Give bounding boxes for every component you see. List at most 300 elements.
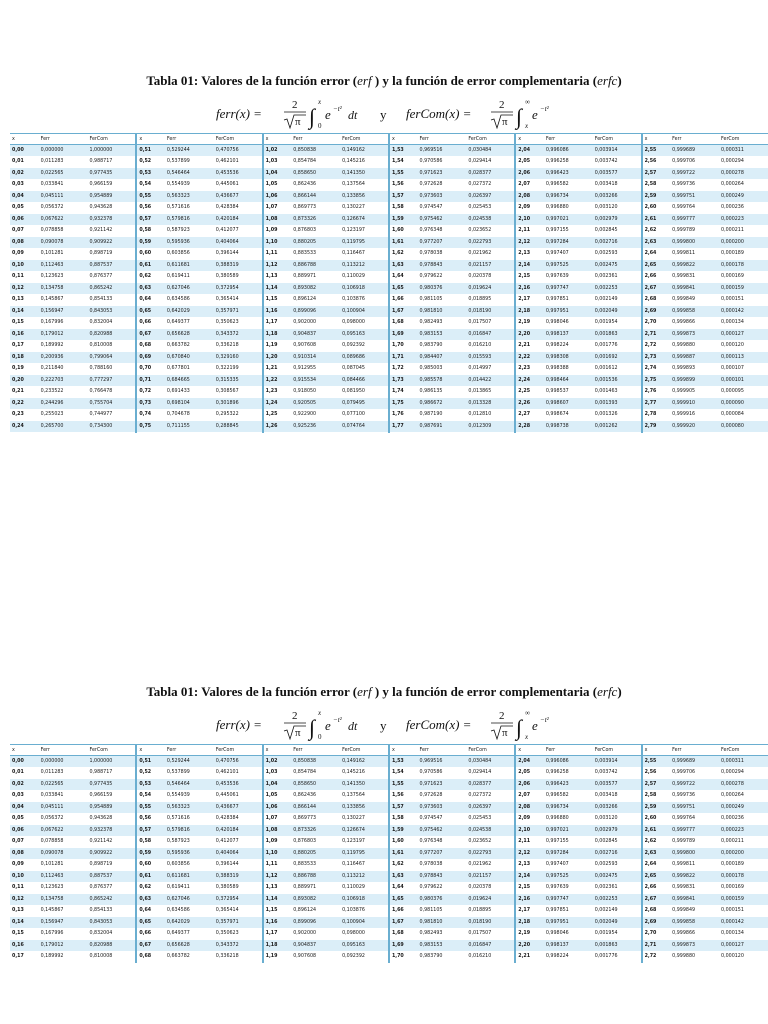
- x-cell: 0,56: [136, 202, 165, 214]
- fercom-cell: 0,000113: [719, 352, 768, 364]
- x-cell: 1,69: [389, 329, 418, 341]
- x-cell: 1,05: [263, 790, 292, 802]
- ferr-cell: 0,978038: [418, 859, 467, 871]
- ferr-cell: 0,997155: [544, 225, 593, 237]
- x-cell: 1,61: [389, 848, 418, 860]
- fercom-cell: 0,909922: [87, 848, 136, 860]
- ferr-cell: 0,634586: [165, 905, 214, 917]
- fercom-cell: 0,000142: [719, 917, 768, 929]
- x-cell: 1,58: [389, 813, 418, 825]
- x-cell: 0,55: [136, 191, 165, 203]
- x-cell: 1,77: [389, 421, 418, 433]
- x-cell: 1,75: [389, 398, 418, 410]
- fercom-cell: 0,380589: [214, 882, 263, 894]
- x-cell: 2,04: [515, 756, 544, 768]
- x-cell: 0,08: [10, 237, 39, 249]
- x-cell: 0,70: [136, 363, 165, 375]
- fercom-cell: 0,000159: [719, 283, 768, 295]
- x-cell: 1,11: [263, 859, 292, 871]
- ferr-cell: 0,999905: [670, 386, 719, 398]
- fercom-cell: 0,100904: [340, 917, 389, 929]
- column-header: Ferr: [418, 745, 467, 756]
- fercom-cell: 0,001954: [593, 317, 642, 329]
- fercom-cell: 0,000142: [719, 306, 768, 318]
- x-cell: 1,19: [263, 340, 292, 352]
- fercom-cell: 0,020378: [466, 271, 515, 283]
- fercom-cell: 0,012810: [466, 409, 515, 421]
- fercom-cell: 0,000294: [719, 767, 768, 779]
- ferr-cell: 0,997407: [544, 248, 593, 260]
- fercom-cell: 0,428384: [214, 813, 263, 825]
- fercom-cell: 0,001692: [593, 352, 642, 364]
- x-cell: 1,09: [263, 225, 292, 237]
- ferr-cell: 0,996880: [544, 202, 593, 214]
- fercom-cell: 0,921142: [87, 836, 136, 848]
- fercom-cell: 0,000090: [719, 398, 768, 410]
- svg-text:0: 0: [318, 122, 322, 130]
- x-cell: 0,73: [136, 398, 165, 410]
- fercom-cell: 0,000311: [719, 145, 768, 157]
- fercom-cell: 0,977435: [87, 168, 136, 180]
- x-cell: 0,01: [10, 156, 39, 168]
- fercom-cell: 0,365414: [214, 294, 263, 306]
- ferr-cell: 0,663782: [165, 951, 214, 963]
- fercom-cell: 0,116467: [340, 248, 389, 260]
- x-cell: 2,77: [642, 398, 671, 410]
- ferr-cell: 0,999777: [670, 214, 719, 226]
- ferr-cell: 0,997851: [544, 294, 593, 306]
- fercom-cell: 0,932378: [87, 825, 136, 837]
- table-row: [10, 779, 768, 791]
- ferr-cell: 0,112463: [39, 871, 88, 883]
- fercom-cell: 0,002845: [593, 225, 642, 237]
- fercom-cell: 0,350623: [214, 928, 263, 940]
- fercom-cell: 1,000000: [87, 756, 136, 768]
- x-cell: 2,70: [642, 317, 671, 329]
- fercom-cell: 0,380589: [214, 271, 263, 283]
- x-cell: 0,60: [136, 859, 165, 871]
- x-cell: 0,15: [10, 317, 39, 329]
- ferr-cell: 0,996582: [544, 790, 593, 802]
- x-cell: 1,12: [263, 871, 292, 883]
- table-row: [10, 283, 768, 295]
- x-cell: 1,11: [263, 248, 292, 260]
- fercom-cell: 0,820988: [87, 329, 136, 341]
- x-cell: 0,19: [10, 363, 39, 375]
- x-cell: 2,79: [642, 421, 671, 433]
- x-cell: 0,52: [136, 156, 165, 168]
- ferr-cell: 0,996258: [544, 156, 593, 168]
- ferr-cell: 0,546464: [165, 779, 214, 791]
- ferr-cell: 0,999841: [670, 283, 719, 295]
- ferr-cell: 0,999916: [670, 409, 719, 421]
- fercom-cell: 0,832004: [87, 317, 136, 329]
- ferr-cell: 0,595936: [165, 237, 214, 249]
- x-cell: 2,67: [642, 894, 671, 906]
- x-cell: 2,23: [515, 363, 544, 375]
- ferr-cell: 0,971623: [418, 779, 467, 791]
- x-cell: 0,02: [10, 779, 39, 791]
- ferr-cell: 0,999866: [670, 928, 719, 940]
- x-cell: 0,15: [10, 928, 39, 940]
- column-header: Ferr: [165, 134, 214, 145]
- x-cell: 2,09: [515, 202, 544, 214]
- fercom-cell: 0,000107: [719, 363, 768, 375]
- ferr-cell: 0,999736: [670, 179, 719, 191]
- svg-text:x: x: [318, 709, 322, 717]
- ferr-cell: 0,611681: [165, 871, 214, 883]
- column-header: Ferr: [39, 134, 88, 145]
- x-cell: 2,57: [642, 168, 671, 180]
- ferr-cell: 0,067622: [39, 825, 88, 837]
- table-row: [10, 375, 768, 387]
- column-header: FerCom: [340, 745, 389, 756]
- x-cell: 2,76: [642, 386, 671, 398]
- x-cell: 1,04: [263, 168, 292, 180]
- ferr-cell: 0,156947: [39, 306, 88, 318]
- x-cell: 2,56: [642, 156, 671, 168]
- x-cell: 2,06: [515, 168, 544, 180]
- x-cell: 0,03: [10, 790, 39, 802]
- ferr-cell: 0,997407: [544, 859, 593, 871]
- x-cell: 1,73: [389, 375, 418, 387]
- ferr-cell: 0,979622: [418, 271, 467, 283]
- ferr-cell: 0,920505: [291, 398, 340, 410]
- fercom-cell: 0,854133: [87, 294, 136, 306]
- x-cell: 1,24: [263, 398, 292, 410]
- table-row: [10, 214, 768, 226]
- ferr-cell: 0,998738: [544, 421, 593, 433]
- fercom-cell: 0,017507: [466, 317, 515, 329]
- column-header: FerCom: [214, 134, 263, 145]
- fercom-cell: 0,001863: [593, 329, 642, 341]
- fercom-cell: 0,022793: [466, 237, 515, 249]
- ferr-cell: 0,981810: [418, 306, 467, 318]
- ferr-cell: 0,985578: [418, 375, 467, 387]
- x-cell: 2,73: [642, 352, 671, 364]
- fercom-cell: 0,002716: [593, 848, 642, 860]
- x-cell: 0,55: [136, 802, 165, 814]
- x-cell: 1,66: [389, 294, 418, 306]
- fercom-cell: 0,002253: [593, 283, 642, 295]
- svg-text:x: x: [318, 98, 322, 106]
- fercom-cell: 0,436677: [214, 191, 263, 203]
- fercom-cell: 0,921142: [87, 225, 136, 237]
- x-cell: 0,07: [10, 836, 39, 848]
- ferr-cell: 0,980376: [418, 283, 467, 295]
- table-row: [10, 813, 768, 825]
- fercom-cell: 0,000264: [719, 790, 768, 802]
- fercom-cell: 0,887537: [87, 871, 136, 883]
- fercom-cell: 0,420184: [214, 214, 263, 226]
- ferr-cell: 0,663782: [165, 340, 214, 352]
- x-cell: 1,55: [389, 779, 418, 791]
- fercom-cell: 0,876377: [87, 271, 136, 283]
- x-cell: 1,67: [389, 306, 418, 318]
- ferr-cell: 0,997525: [544, 260, 593, 272]
- ferr-cell: 0,896124: [291, 905, 340, 917]
- x-cell: 1,07: [263, 813, 292, 825]
- x-cell: 0,52: [136, 767, 165, 779]
- x-cell: 2,13: [515, 248, 544, 260]
- fercom-cell: 0,002253: [593, 894, 642, 906]
- x-cell: 2,06: [515, 779, 544, 791]
- x-cell: 1,74: [389, 386, 418, 398]
- fercom-cell: 0,820988: [87, 940, 136, 952]
- svg-text:e: e: [325, 107, 331, 122]
- x-cell: 0,74: [136, 409, 165, 421]
- ferr-cell: 0,979622: [418, 882, 467, 894]
- x-cell: 0,59: [136, 237, 165, 249]
- ferr-cell: 0,982493: [418, 317, 467, 329]
- ferr-cell: 0,101281: [39, 859, 88, 871]
- ferr-cell: 0,603856: [165, 248, 214, 260]
- fercom-cell: 0,137564: [340, 790, 389, 802]
- x-cell: 1,67: [389, 917, 418, 929]
- x-cell: 2,20: [515, 329, 544, 341]
- ferr-cell: 0,670840: [165, 352, 214, 364]
- ferr-cell: 0,999722: [670, 779, 719, 791]
- ferr-cell: 0,975462: [418, 825, 467, 837]
- x-cell: 0,61: [136, 260, 165, 272]
- ferr-cell: 0,627046: [165, 894, 214, 906]
- x-cell: 1,13: [263, 882, 292, 894]
- fercom-cell: 0,081950: [340, 386, 389, 398]
- fercom-cell: 0,103876: [340, 294, 389, 306]
- ferr-cell: 0,033841: [39, 179, 88, 191]
- x-cell: 0,18: [10, 352, 39, 364]
- ferr-cell: 0,011283: [39, 156, 88, 168]
- fercom-cell: 0,020378: [466, 882, 515, 894]
- ferr-cell: 0,907608: [291, 951, 340, 963]
- fraction-denominator: π: [295, 116, 301, 128]
- x-cell: 2,05: [515, 767, 544, 779]
- ferr-cell: 0,876803: [291, 225, 340, 237]
- ferr-cell: 0,571616: [165, 813, 214, 825]
- svg-text:π: π: [502, 116, 508, 128]
- fercom-cell: 0,002979: [593, 214, 642, 226]
- column-header: Ferr: [544, 134, 593, 145]
- x-cell: 1,02: [263, 145, 292, 157]
- fercom-cell: 0,372954: [214, 283, 263, 295]
- x-cell: 0,54: [136, 179, 165, 191]
- ferr-cell: 0,997951: [544, 917, 593, 929]
- fercom-cell: 0,023652: [466, 836, 515, 848]
- fercom-cell: 0,001393: [593, 398, 642, 410]
- x-cell: 0,58: [136, 225, 165, 237]
- svg-text:dt: dt: [348, 108, 358, 122]
- svg-text:−t²: −t²: [540, 105, 549, 113]
- fercom-cell: 0,001863: [593, 940, 642, 952]
- ferr-cell: 0,975462: [418, 214, 467, 226]
- erf-table-bottom: [10, 744, 768, 963]
- x-cell: 2,61: [642, 825, 671, 837]
- x-cell: 0,57: [136, 825, 165, 837]
- ferr-cell: 0,999777: [670, 825, 719, 837]
- ferr-cell: 0,998674: [544, 409, 593, 421]
- x-cell: 1,54: [389, 767, 418, 779]
- ferr-cell: 0,972628: [418, 179, 467, 191]
- ferr-cell: 0,056372: [39, 813, 88, 825]
- fercom-cell: 0,315335: [214, 375, 263, 387]
- fercom-cell: 0,087045: [340, 363, 389, 375]
- ferr-cell: 0,167996: [39, 928, 88, 940]
- fercom-cell: 0,003418: [593, 790, 642, 802]
- fercom-cell: 0,029414: [466, 767, 515, 779]
- fercom-cell: 0,106918: [340, 283, 389, 295]
- fercom-cell: 0,396144: [214, 248, 263, 260]
- fercom-cell: 0,001612: [593, 363, 642, 375]
- x-cell: 0,63: [136, 283, 165, 295]
- x-cell: 0,66: [136, 928, 165, 940]
- fercom-cell: 0,336218: [214, 340, 263, 352]
- ferr-cell: 0,595936: [165, 848, 214, 860]
- x-cell: 0,51: [136, 145, 165, 157]
- x-cell: 0,75: [136, 421, 165, 433]
- ferr-cell: 0,997155: [544, 836, 593, 848]
- x-cell: 2,71: [642, 940, 671, 952]
- fraction-numerator: 2: [292, 99, 298, 111]
- x-cell: 1,12: [263, 260, 292, 272]
- x-cell: 0,56: [136, 813, 165, 825]
- fercom-cell: 0,002979: [593, 825, 642, 837]
- x-cell: 0,68: [136, 340, 165, 352]
- ferr-cell: 0,642029: [165, 306, 214, 318]
- fercom-cell: 0,000223: [719, 214, 768, 226]
- x-cell: 1,70: [389, 340, 418, 352]
- fercom-cell: 0,799064: [87, 352, 136, 364]
- fercom-cell: 0,024538: [466, 214, 515, 226]
- fercom-cell: 0,133856: [340, 802, 389, 814]
- fercom-cell: 0,470756: [214, 145, 263, 157]
- fercom-cell: 0,000278: [719, 168, 768, 180]
- ferr-cell: 0,854784: [291, 156, 340, 168]
- x-cell: 2,25: [515, 386, 544, 398]
- fercom-cell: 0,988717: [87, 156, 136, 168]
- svg-text:∞: ∞: [525, 98, 530, 106]
- fercom-cell: 0,000127: [719, 329, 768, 341]
- fercom-cell: 0,000151: [719, 905, 768, 917]
- x-cell: 0,13: [10, 905, 39, 917]
- fercom-cell: 0,126674: [340, 825, 389, 837]
- x-cell: 0,16: [10, 940, 39, 952]
- fercom-cell: 0,000189: [719, 859, 768, 871]
- svg-text:ferr(x) =: ferr(x) =: [216, 717, 262, 732]
- x-cell: 1,16: [263, 306, 292, 318]
- ferr-cell: 0,711155: [165, 421, 214, 433]
- fercom-cell: 0,001463: [593, 386, 642, 398]
- table-row: [10, 871, 768, 883]
- ferr-cell: 0,999831: [670, 882, 719, 894]
- ferr-cell: 0,997525: [544, 871, 593, 883]
- x-cell: 0,08: [10, 848, 39, 860]
- x-cell: 2,62: [642, 225, 671, 237]
- x-cell: 1,65: [389, 283, 418, 295]
- ferr-cell: 0,691433: [165, 386, 214, 398]
- table-row: [10, 386, 768, 398]
- x-cell: 1,05: [263, 179, 292, 191]
- fercom-cell: 0,130227: [340, 813, 389, 825]
- fercom-cell: 0,002593: [593, 859, 642, 871]
- table-row: [10, 317, 768, 329]
- ferr-cell: 0,858650: [291, 779, 340, 791]
- formula: [0, 92, 768, 136]
- fercom-cell: 0,021157: [466, 260, 515, 272]
- x-cell: 0,61: [136, 871, 165, 883]
- x-cell: 0,04: [10, 802, 39, 814]
- x-cell: 2,28: [515, 421, 544, 433]
- x-cell: 0,10: [10, 260, 39, 272]
- ferr-cell: 0,554939: [165, 179, 214, 191]
- ferr-cell: 0,925236: [291, 421, 340, 433]
- fercom-cell: 0,350623: [214, 317, 263, 329]
- formula-graphic-repeat: [214, 703, 554, 747]
- x-cell: 1,56: [389, 790, 418, 802]
- x-cell: 1,53: [389, 145, 418, 157]
- column-header: Ferr: [670, 745, 719, 756]
- fercom-cell: 0,000134: [719, 928, 768, 940]
- ferr-cell: 0,587923: [165, 836, 214, 848]
- fercom-cell: 0,766478: [87, 386, 136, 398]
- column-header: x: [263, 134, 292, 145]
- formula-repeat: [0, 703, 768, 747]
- ferr-cell: 0,134758: [39, 283, 88, 295]
- column-header: Ferr: [165, 745, 214, 756]
- fercom-cell: 0,898719: [87, 248, 136, 260]
- ferr-cell: 0,698104: [165, 398, 214, 410]
- table-row: [10, 168, 768, 180]
- fercom-cell: 0,026397: [466, 191, 515, 203]
- fercom-cell: 0,023652: [466, 225, 515, 237]
- fercom-cell: 0,865242: [87, 894, 136, 906]
- fercom-cell: 0,079495: [340, 398, 389, 410]
- fercom-cell: 0,028377: [466, 779, 515, 791]
- x-cell: 2,19: [515, 317, 544, 329]
- ferr-cell: 0,996734: [544, 802, 593, 814]
- fercom-cell: 0,149162: [340, 756, 389, 768]
- fercom-cell: 0,002361: [593, 882, 642, 894]
- fercom-cell: 0,943628: [87, 202, 136, 214]
- fercom-cell: 0,002593: [593, 248, 642, 260]
- x-cell: 0,17: [10, 951, 39, 963]
- fercom-cell: 0,106918: [340, 894, 389, 906]
- x-cell: 1,25: [263, 409, 292, 421]
- ferr-cell: 0,999706: [670, 156, 719, 168]
- ferr-cell: 0,011283: [39, 767, 88, 779]
- x-cell: 2,72: [642, 340, 671, 352]
- x-cell: 0,53: [136, 168, 165, 180]
- fercom-cell: 0,372954: [214, 894, 263, 906]
- fercom-cell: 0,119795: [340, 848, 389, 860]
- fercom-cell: 0,013328: [466, 398, 515, 410]
- ferr-cell: 0,998537: [544, 386, 593, 398]
- fercom-cell: 0,084466: [340, 375, 389, 387]
- ferr-cell: 0,910314: [291, 352, 340, 364]
- x-cell: 2,11: [515, 836, 544, 848]
- fercom-cell: 0,308567: [214, 386, 263, 398]
- x-cell: 0,60: [136, 248, 165, 260]
- column-header: x: [136, 134, 165, 145]
- x-cell: 1,66: [389, 905, 418, 917]
- fercom-cell: 0,123197: [340, 836, 389, 848]
- table-row: [10, 363, 768, 375]
- ferr-cell: 0,987190: [418, 409, 467, 421]
- fercom-cell: 0,365414: [214, 905, 263, 917]
- ferr-cell: 0,858650: [291, 168, 340, 180]
- ferr-cell: 0,904837: [291, 329, 340, 341]
- x-cell: 1,69: [389, 940, 418, 952]
- x-cell: 0,07: [10, 225, 39, 237]
